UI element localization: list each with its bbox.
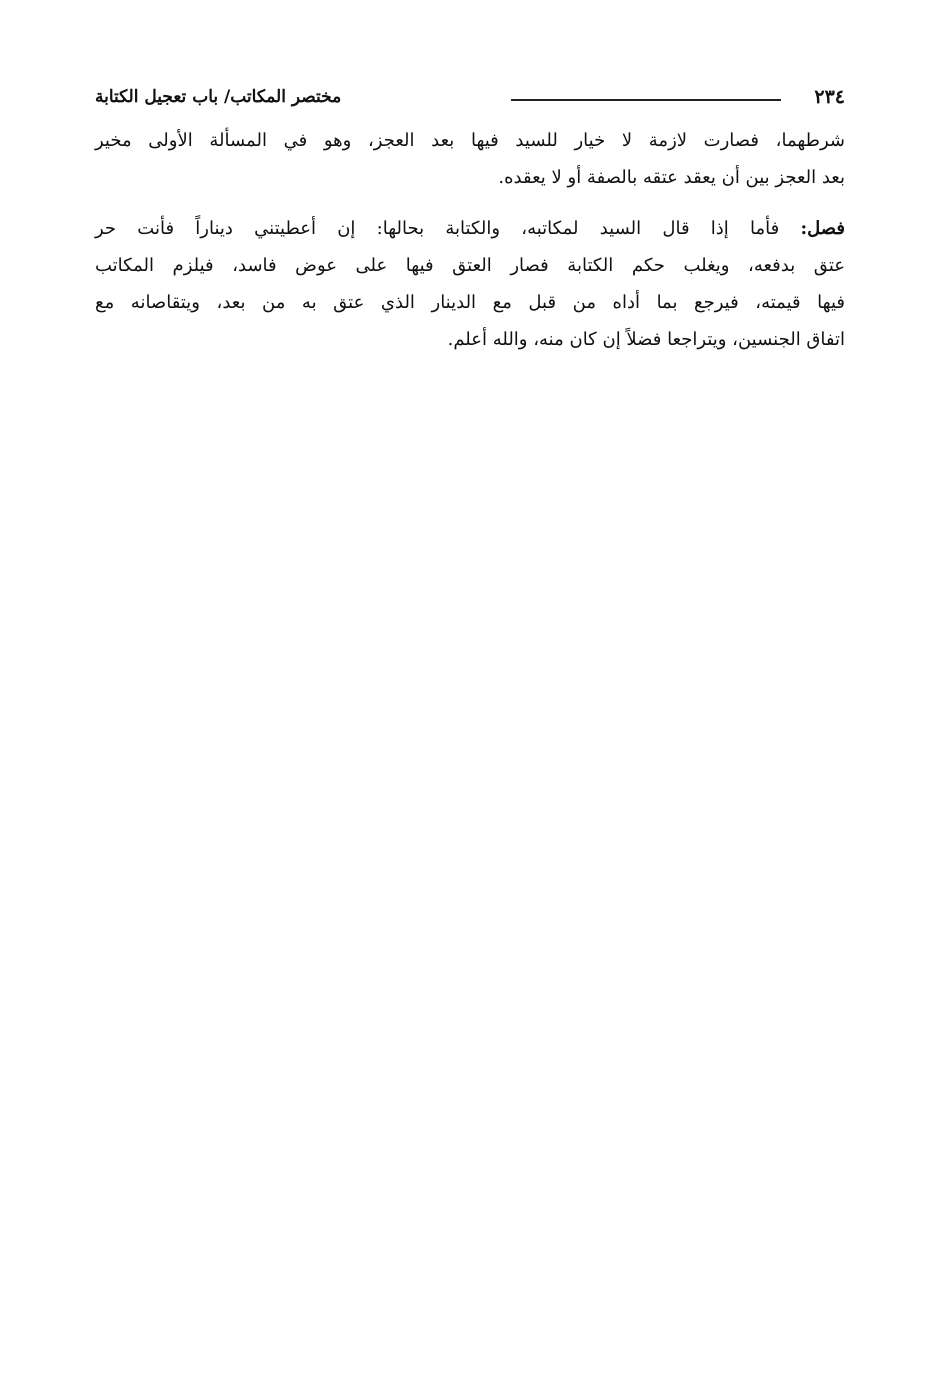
section-lead: فصل: [800,218,845,239]
text-line: بعد العجز بين أن يعقد عتقه بالصفة أو لا يعقده. [498,167,845,188]
paragraph-2 [95,210,845,358]
page-header [95,84,845,110]
body-text [95,122,845,358]
page-number: ٢٣٤ [814,86,845,108]
text-line-rest: فأما إذا قال السيد لمكاتبه، والكتابة بحالها: إن أعطيتني ديناراً فأنت حر [95,218,801,239]
text-line: اتفاق الجنسين، ويتراجعا فضلاً إن كان منه، والله أعلم. [447,329,845,350]
text-line: عتق بدفعه، ويغلب حكم الكتابة فصار العتق فيها على عوض فاسد، فيلزم المكاتب [95,255,845,276]
header-rule [511,99,781,101]
paragraph-1 [95,122,845,196]
text-line: فيها قيمته، فيرجع بما أداه من قبل مع الدينار الذي عتق به من بعد، ويتقاصانه مع [95,292,845,313]
running-title: مختصر المكاتب/ باب تعجيل الكتابة [95,87,342,107]
text-line: شرطهما، فصارت لازمة لا خيار للسيد فيها بعد العجز، وهو في المسألة الأولى مخير [95,130,845,151]
text-line [95,210,845,247]
